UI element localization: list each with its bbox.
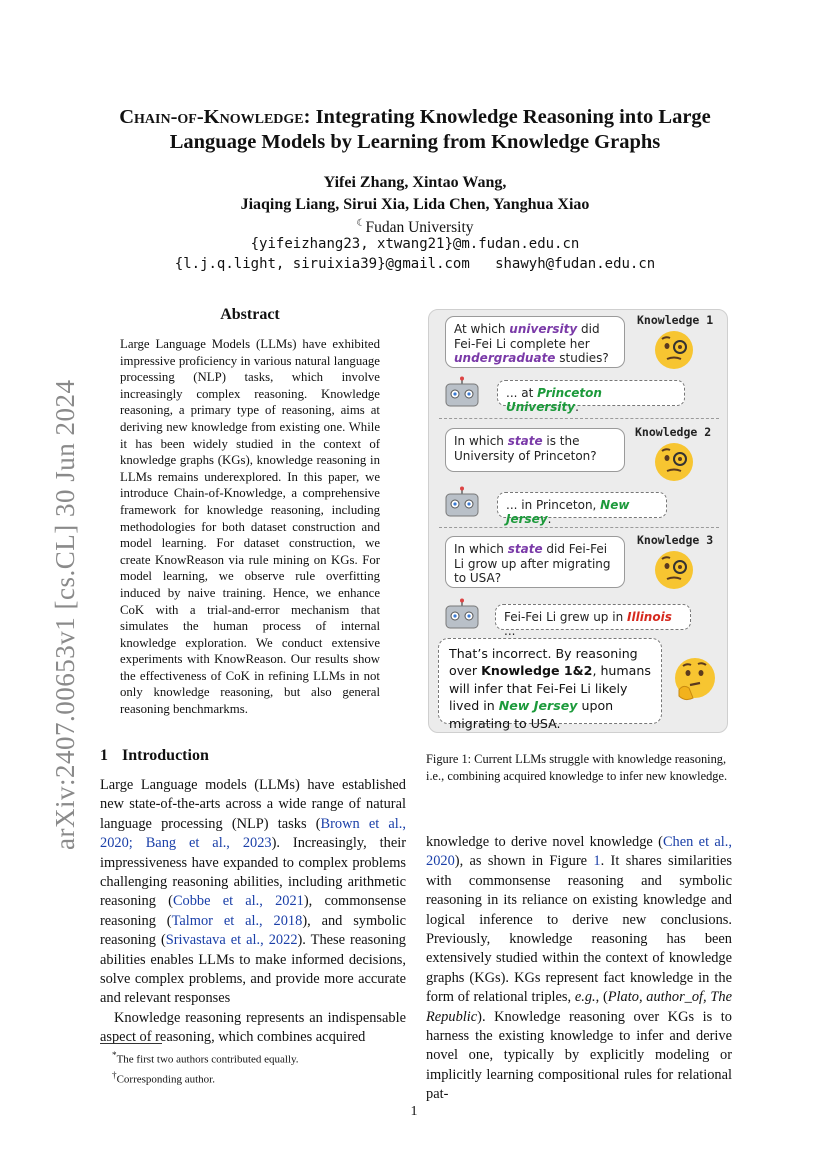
- email-line1: {yifeizhang23, xtwang21}@m.fudan.edu.cn: [250, 236, 580, 252]
- thinking-monocle-face-icon: [651, 438, 697, 484]
- thinking-monocle-face-icon: [651, 546, 697, 592]
- authors-line2: Jiaqing Liang, Sirui Xia, Lida Chen, Yanghua Xiao: [240, 196, 590, 213]
- text-run: Large Language models (LLMs) have established new state-of-the-arts across a wide range of natural language processing (NLP) tasks (: [100, 777, 406, 832]
- divider: [439, 527, 719, 528]
- text-run: ), and symbolic reasoning (: [100, 912, 406, 949]
- text-run: e.g.: [574, 989, 596, 1006]
- thinking-face-icon: [669, 654, 721, 706]
- footnote-1-text: The first two authors contributed equally.: [116, 1053, 299, 1066]
- emails: [70, 234, 760, 274]
- knowledge-3-label: Knowledge 3: [637, 533, 714, 547]
- text-run: knowledge to derive novel knowledge (: [426, 834, 663, 850]
- right-column-body: [426, 833, 732, 1105]
- figure-ref-link[interactable]: 1: [593, 853, 601, 870]
- question-1-bubble: [445, 316, 625, 368]
- section-number: 1: [100, 747, 108, 764]
- correction-bubble: [438, 638, 662, 731]
- abstract-text: Large Language Models (LLMs) have exhibited impressive proficiency in various natural language processing (NLP) tasks, which involve increasingly complex reasoning. Knowledge reasoning, a primary type of reasoning, aims at deriving new knowledge from existing one. While it has been widely studied in the context of knowledge graphs (KGs), knowledge reasoning in LLMs remains underexplored. In this paper, we introduce Chain-of-Knowledge, a comprehensive framework for knowledge reasoning, including methodologies for both dataset construction and model learning. For dataset construction, we create KnowReason via rule mining on KGs. For model learning, we observe rule overfitting induced by naive training. Hence, we enhance CoK with a trial-and-error mechanism that simulates the human process of internal knowledge exploration. We conduct extensive experiments with KnowReason. Our results show the effectiveness of CoK in refining LLMs in not only knowledge reasoning, but also general reasoning benchmarkms.: [120, 337, 380, 717]
- text-run: That’s incorrect. By reasoning over: [449, 646, 638, 679]
- divider: [439, 418, 719, 419]
- text-run: In which: [454, 542, 508, 556]
- text-run: In which: [454, 434, 508, 448]
- authors-line1: Yifei Zhang, Xintao Wang,: [323, 174, 507, 191]
- footnotes: [100, 1048, 406, 1088]
- text-run: . It shares similarities with commonsense reasoning and symbolic reasoning in its reliance on existing knowledge and logical inference to derive new conclusions. Previously, knowledge reasoning has been extensively studied within the context of knowledge graphs (KGs). KGs represent fact knowledge in the form of relational triples,: [426, 853, 732, 1006]
- title-rest: : Integrating Knowledge Reasoning into Large: [303, 106, 711, 128]
- citation-link[interactable]: Chen et al., 2020: [426, 834, 732, 870]
- highlight: state: [507, 542, 543, 556]
- highlight: Knowledge 1&2: [481, 663, 593, 679]
- email-line2: {l.j.q.light, siruixia39}@gmail.com shawyh@fudan.edu.cn: [174, 256, 656, 272]
- page-number: 1: [410, 1104, 418, 1119]
- highlight: undergraduate: [454, 351, 556, 366]
- answer-1-bubble: [497, 380, 685, 414]
- affiliation-text: Fudan University: [365, 219, 474, 237]
- text-run: ), commonsense reasoning (: [100, 893, 406, 929]
- robot-icon: [443, 486, 481, 518]
- citation-link[interactable]: Cobbe et al., 2021: [172, 893, 304, 910]
- text-run: did Fei-Fei Li complete her: [454, 322, 600, 351]
- intro-body: [100, 776, 406, 1048]
- thinking-monocle-face-icon: [651, 326, 697, 372]
- arxiv-id: arXiv:2407.00653v1 [cs.CL] 30 Jun 2024: [50, 379, 80, 850]
- highlight: state: [507, 434, 543, 448]
- text-run: , (: [595, 989, 608, 1006]
- section-title: Introduction: [122, 747, 209, 764]
- text-run: ), as shown in Figure: [454, 853, 594, 870]
- footnote-2: †Corresponding author.: [112, 1070, 215, 1086]
- citation-link[interactable]: Srivastava et al., 2022: [165, 932, 298, 949]
- text-run: Fei-Fei Li grew up in: [504, 610, 627, 624]
- highlight: New Jersey: [506, 498, 630, 526]
- triple-example: Plato, author_of, The Republic: [426, 989, 732, 1025]
- authors: [70, 172, 760, 216]
- citation-link[interactable]: Brown et al., 2020; Bang et al., 2023: [100, 815, 406, 852]
- text-run: did Fei-Fei Li grow up after migrating to USA?: [454, 542, 611, 586]
- text-run: studies?: [555, 351, 609, 366]
- figure-1: [428, 309, 728, 733]
- text-run: ). Increasingly, their impressiveness have expanded to complex problems challenging reasoning abilities, including arithmetic reasoning (: [100, 835, 407, 910]
- robot-icon: [443, 376, 481, 408]
- question-3-bubble: [445, 536, 625, 588]
- text-run: ... in Princeton,: [506, 498, 601, 512]
- footnote-2-text: Corresponding author.: [116, 1073, 215, 1086]
- knowledge-1-label: Knowledge 1: [637, 313, 714, 327]
- paper-title: [70, 105, 760, 155]
- text-run: .: [547, 512, 552, 526]
- answer-3-bubble: [495, 604, 691, 638]
- text-run: , humans will infer that Fei-Fei Li likely lived in: [449, 663, 651, 714]
- citation-link[interactable]: Talmor et al., 2018: [171, 912, 303, 929]
- text-run: At which: [454, 322, 510, 336]
- figure-caption: Figure 1: Current LLMs struggle with knowledge reasoning, i.e., combining acquired knowledge to infer new knowledge.: [426, 752, 728, 783]
- text-run: is the University of Princeton?: [454, 434, 597, 463]
- highlight: university: [509, 322, 578, 336]
- intro-paragraph-2: Knowledge reasoning represents an indispensable aspect of reasoning, which combines acquired: [100, 1009, 406, 1046]
- moon-icon: ☾: [356, 218, 366, 229]
- footnote-1: *The first two authors contributed equally.: [112, 1050, 299, 1066]
- answer-2-bubble: [497, 492, 667, 526]
- highlight: Princeton University: [506, 386, 602, 414]
- text-run: .: [575, 400, 579, 414]
- text-run: ...: [504, 624, 516, 638]
- robot-icon: [443, 598, 481, 630]
- text-run: ... at: [506, 386, 538, 400]
- section-heading: [100, 747, 223, 765]
- footnote-rule: [100, 1043, 162, 1044]
- text-run: upon migrating to USA.: [449, 698, 614, 731]
- title-sc: Chain-of-Knowledge: [119, 106, 304, 128]
- highlight: Illinois: [627, 610, 672, 624]
- question-2-bubble: [445, 428, 625, 472]
- text-run: ). These reasoning abilities enables LLMs to make informed decisions, solve complex problems, and provide more accurate and relevant responses: [100, 932, 406, 1007]
- highlight: New Jersey: [498, 698, 578, 714]
- abstract-heading: Abstract: [220, 306, 280, 323]
- knowledge-2-label: Knowledge 2: [635, 425, 712, 439]
- title-line2: Language Models by Learning from Knowledge Graphs: [169, 131, 661, 153]
- intro-paragraph-1: [100, 776, 406, 1009]
- text-run: ). Knowledge reasoning over KGs is to harness the existing knowledge to infer and derive novel one, typically by explicitly modeling or implicitly learning compositional rules for relational pat-: [426, 1008, 732, 1103]
- arxiv-sidebar: [20, 370, 80, 850]
